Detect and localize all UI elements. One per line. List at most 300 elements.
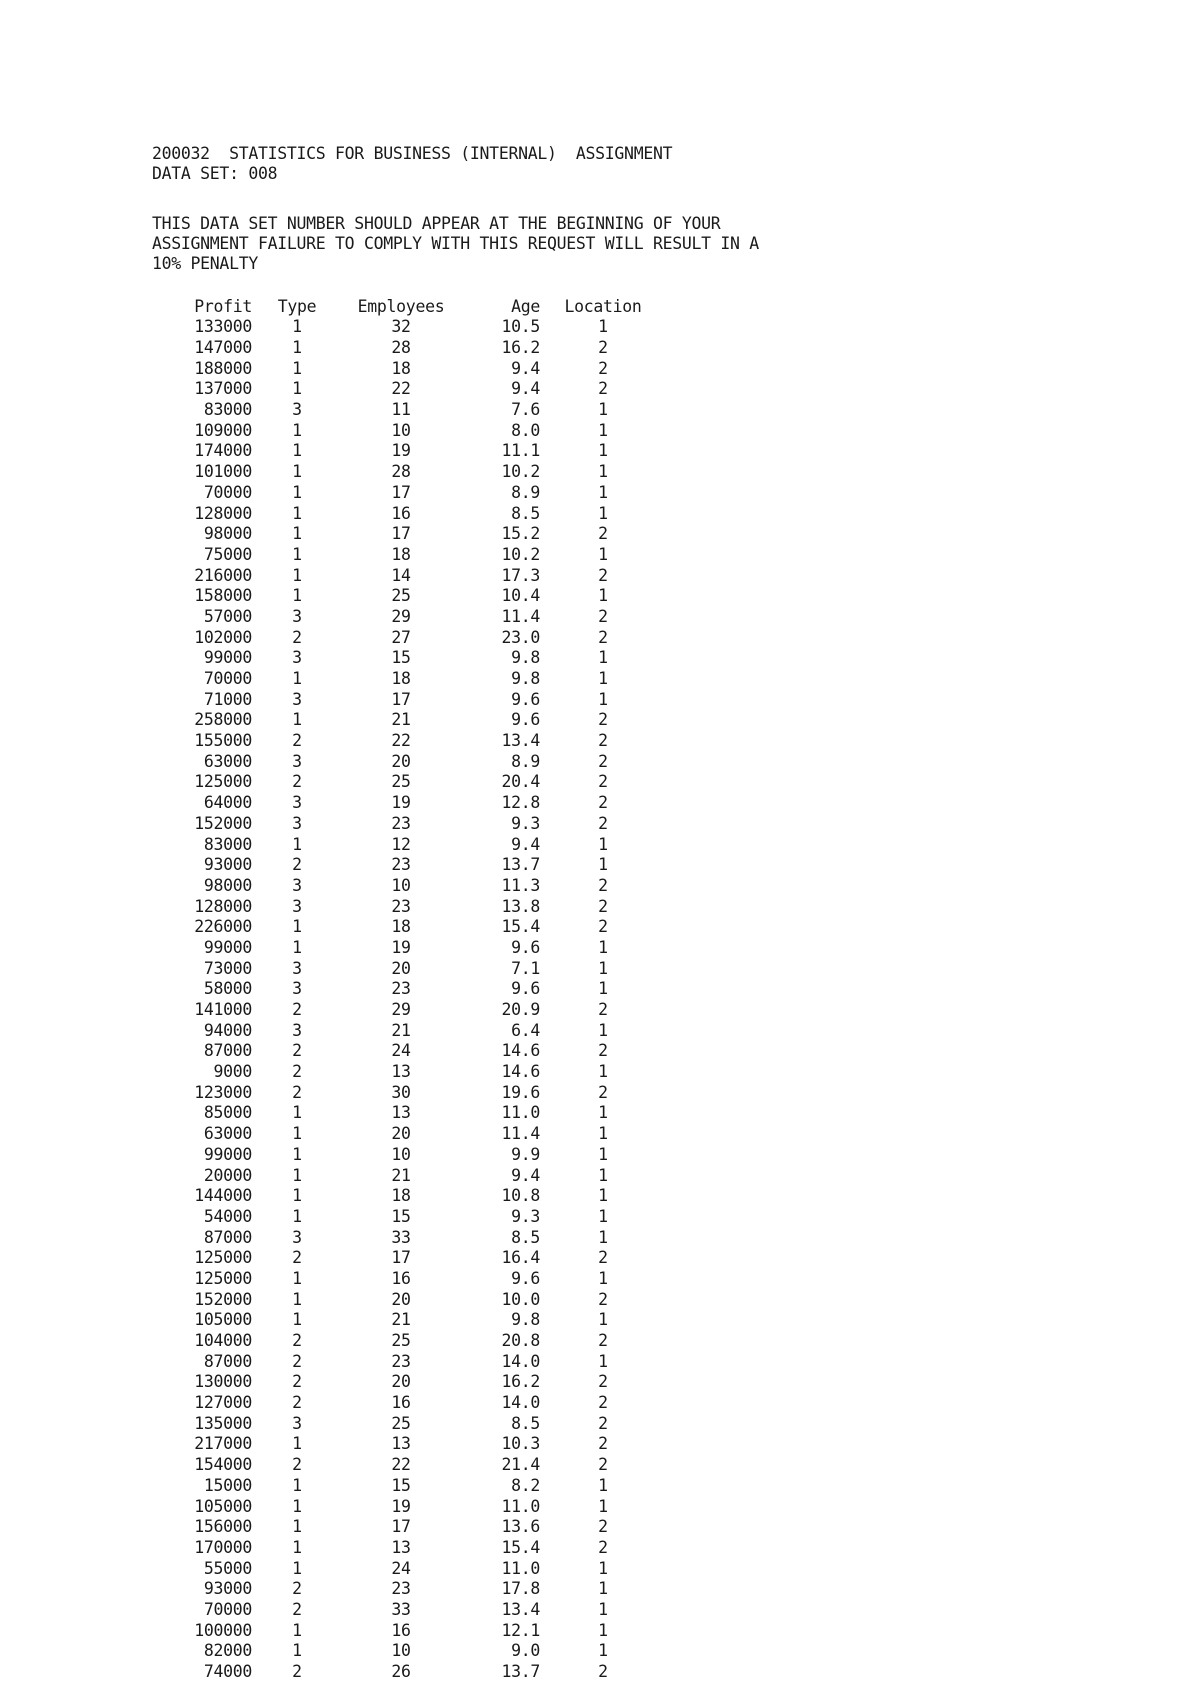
cell-age: 14.6 <box>501 1041 540 1061</box>
data-table <box>152 296 666 1682</box>
cell-type: 3 <box>292 1227 302 1247</box>
table-row <box>152 1186 666 1207</box>
cell-location: 1 <box>598 462 608 482</box>
cell-age: 15.4 <box>501 1537 540 1557</box>
cell-profit: 87000 <box>203 1041 252 1061</box>
cell-location: 1 <box>598 1020 608 1040</box>
cell-type: 1 <box>292 503 302 523</box>
cell-employees: 25 <box>391 772 411 792</box>
cell-age: 14.0 <box>501 1393 540 1413</box>
cell-age: 10.4 <box>501 586 540 606</box>
cell-type: 1 <box>292 1496 302 1516</box>
cell-profit: 152000 <box>194 813 252 833</box>
cell-type: 2 <box>292 1372 302 1392</box>
cell-profit: 70000 <box>203 669 252 689</box>
column-header-type: Type <box>277 296 317 316</box>
cell-employees: 16 <box>391 503 411 523</box>
cell-age: 10.0 <box>501 1289 540 1309</box>
table-row <box>152 669 666 690</box>
cell-location: 2 <box>598 875 608 895</box>
table-row <box>152 1145 666 1166</box>
cell-age: 13.7 <box>501 855 540 875</box>
cell-location: 1 <box>598 1351 608 1371</box>
cell-type: 1 <box>292 1165 302 1185</box>
table-row <box>152 1558 666 1579</box>
cell-employees: 23 <box>391 855 411 875</box>
cell-employees: 33 <box>391 1227 411 1247</box>
cell-profit: 75000 <box>203 544 252 564</box>
cell-type: 3 <box>292 896 302 916</box>
cell-employees: 13 <box>391 1434 411 1454</box>
cell-profit: 105000 <box>194 1310 252 1330</box>
cell-age: 7.1 <box>511 958 540 978</box>
cell-profit: 125000 <box>194 1248 252 1268</box>
cell-type: 3 <box>292 751 302 771</box>
table-row <box>152 876 666 897</box>
cell-employees: 18 <box>391 358 411 378</box>
cell-age: 13.8 <box>501 896 540 916</box>
cell-profit: 158000 <box>194 586 252 606</box>
cell-type: 3 <box>292 813 302 833</box>
cell-age: 15.4 <box>501 917 540 937</box>
cell-location: 2 <box>598 606 608 626</box>
cell-type: 3 <box>292 793 302 813</box>
cell-type: 1 <box>292 917 302 937</box>
cell-employees: 25 <box>391 1331 411 1351</box>
cell-location: 2 <box>598 1248 608 1268</box>
cell-employees: 10 <box>391 420 411 440</box>
cell-employees: 13 <box>391 1537 411 1557</box>
cell-employees: 23 <box>391 896 411 916</box>
column-header-profit: Profit <box>194 296 252 316</box>
cell-profit: 102000 <box>194 627 252 647</box>
cell-location: 1 <box>598 1641 608 1661</box>
cell-employees: 30 <box>391 1082 411 1102</box>
cell-profit: 104000 <box>194 1331 252 1351</box>
cell-employees: 26 <box>391 1662 411 1682</box>
cell-employees: 21 <box>391 1165 411 1185</box>
cell-profit: 152000 <box>194 1289 252 1309</box>
cell-profit: 99000 <box>203 1144 252 1164</box>
table-row <box>152 1310 666 1331</box>
table-row <box>152 751 666 772</box>
cell-profit: 123000 <box>194 1082 252 1102</box>
cell-employees: 14 <box>391 565 411 585</box>
cell-age: 9.6 <box>511 689 540 709</box>
table-row <box>152 1103 666 1124</box>
cell-employees: 18 <box>391 1186 411 1206</box>
cell-profit: 70000 <box>203 1599 252 1619</box>
table-row <box>152 917 666 938</box>
cell-type: 2 <box>292 731 302 751</box>
cell-profit: 83000 <box>203 834 252 854</box>
cell-age: 15.2 <box>501 524 540 544</box>
cell-age: 9.3 <box>511 813 540 833</box>
column-header-location: Location <box>564 296 642 316</box>
cell-employees: 16 <box>391 1268 411 1288</box>
cell-employees: 25 <box>391 586 411 606</box>
cell-profit: 125000 <box>194 1268 252 1288</box>
table-row <box>152 462 666 483</box>
cell-age: 9.8 <box>511 1310 540 1330</box>
cell-location: 1 <box>598 1206 608 1226</box>
cell-employees: 29 <box>391 1000 411 1020</box>
table-row <box>152 1351 666 1372</box>
table-row <box>152 1455 666 1476</box>
table-row <box>152 793 666 814</box>
table-row <box>152 1620 666 1641</box>
cell-location: 1 <box>598 1103 608 1123</box>
table-row <box>152 1227 666 1248</box>
cell-profit: 87000 <box>203 1351 252 1371</box>
cell-type: 3 <box>292 400 302 420</box>
table-row <box>152 1372 666 1393</box>
table-row <box>152 1082 666 1103</box>
cell-employees: 19 <box>391 937 411 957</box>
cell-location: 1 <box>598 1496 608 1516</box>
cell-type: 3 <box>292 1413 302 1433</box>
cell-age: 20.4 <box>501 772 540 792</box>
cell-profit: 71000 <box>203 689 252 709</box>
cell-profit: 74000 <box>203 1662 252 1682</box>
cell-type: 2 <box>292 1248 302 1268</box>
cell-location: 2 <box>598 379 608 399</box>
cell-location: 2 <box>598 1662 608 1682</box>
cell-location: 1 <box>598 1310 608 1330</box>
cell-profit: 127000 <box>194 1393 252 1413</box>
cell-type: 1 <box>292 1517 302 1537</box>
cell-age: 9.4 <box>511 834 540 854</box>
cell-employees: 19 <box>391 1496 411 1516</box>
cell-profit: 63000 <box>203 1124 252 1144</box>
cell-age: 17.8 <box>501 1579 540 1599</box>
table-row <box>152 1641 666 1662</box>
table-body <box>152 317 666 1682</box>
table-row <box>152 441 666 462</box>
table-row <box>152 1476 666 1497</box>
cell-location: 1 <box>598 648 608 668</box>
cell-location: 2 <box>598 627 608 647</box>
cell-profit: 144000 <box>194 1186 252 1206</box>
cell-profit: 83000 <box>203 400 252 420</box>
cell-age: 11.4 <box>501 606 540 626</box>
cell-employees: 15 <box>391 1206 411 1226</box>
cell-profit: 226000 <box>194 917 252 937</box>
cell-employees: 17 <box>391 524 411 544</box>
cell-profit: 130000 <box>194 1372 252 1392</box>
cell-type: 1 <box>292 379 302 399</box>
cell-employees: 11 <box>391 400 411 420</box>
cell-age: 17.3 <box>501 565 540 585</box>
cell-type: 1 <box>292 1103 302 1123</box>
cell-type: 1 <box>292 565 302 585</box>
cell-profit: 258000 <box>194 710 252 730</box>
cell-type: 2 <box>292 1331 302 1351</box>
cell-type: 2 <box>292 772 302 792</box>
cell-type: 3 <box>292 958 302 978</box>
cell-employees: 28 <box>391 338 411 358</box>
cell-employees: 19 <box>391 793 411 813</box>
cell-employees: 32 <box>391 317 411 337</box>
notice-line-2: ASSIGNMENT FAILURE TO COMPLY WITH THIS REQUEST WILL RESULT IN A <box>152 234 759 253</box>
cell-profit: 128000 <box>194 896 252 916</box>
cell-type: 1 <box>292 1558 302 1578</box>
cell-age: 13.4 <box>501 1599 540 1619</box>
cell-type: 1 <box>292 1289 302 1309</box>
cell-location: 1 <box>598 958 608 978</box>
cell-profit: 98000 <box>203 524 252 544</box>
cell-profit: 54000 <box>203 1206 252 1226</box>
cell-age: 8.2 <box>511 1475 540 1495</box>
table-row <box>152 420 666 441</box>
cell-type: 2 <box>292 1393 302 1413</box>
cell-age: 9.6 <box>511 1268 540 1288</box>
cell-profit: 93000 <box>203 855 252 875</box>
cell-type: 1 <box>292 1186 302 1206</box>
cell-location: 2 <box>598 1393 608 1413</box>
cell-type: 1 <box>292 317 302 337</box>
table-row <box>152 545 666 566</box>
cell-location: 2 <box>598 1537 608 1557</box>
cell-profit: 156000 <box>194 1517 252 1537</box>
cell-profit: 99000 <box>203 648 252 668</box>
cell-employees: 22 <box>391 379 411 399</box>
cell-location: 1 <box>598 503 608 523</box>
cell-type: 1 <box>292 1310 302 1330</box>
table-row <box>152 1207 666 1228</box>
cell-location: 1 <box>598 1599 608 1619</box>
cell-employees: 22 <box>391 1455 411 1475</box>
table-row <box>152 503 666 524</box>
cell-employees: 23 <box>391 813 411 833</box>
cell-location: 1 <box>598 1579 608 1599</box>
cell-type: 3 <box>292 606 302 626</box>
cell-type: 1 <box>292 338 302 358</box>
table-row <box>152 1020 666 1041</box>
cell-profit: 141000 <box>194 1000 252 1020</box>
cell-type: 1 <box>292 544 302 564</box>
cell-age: 11.4 <box>501 1124 540 1144</box>
cell-employees: 20 <box>391 1289 411 1309</box>
cell-employees: 20 <box>391 958 411 978</box>
cell-employees: 33 <box>391 1599 411 1619</box>
cell-employees: 12 <box>391 834 411 854</box>
cell-location: 1 <box>598 834 608 854</box>
cell-type: 1 <box>292 1537 302 1557</box>
cell-location: 1 <box>598 979 608 999</box>
cell-location: 1 <box>598 1475 608 1495</box>
cell-age: 12.1 <box>501 1620 540 1640</box>
document-title: 200032 STATISTICS FOR BUSINESS (INTERNAL) ASSIGNMENT <box>152 144 673 163</box>
table-row <box>152 1600 666 1621</box>
cell-employees: 17 <box>391 482 411 502</box>
cell-profit: 154000 <box>194 1455 252 1475</box>
table-row <box>152 1041 666 1062</box>
cell-age: 10.5 <box>501 317 540 337</box>
table-row <box>152 710 666 731</box>
cell-profit: 188000 <box>194 358 252 378</box>
cell-profit: 109000 <box>194 420 252 440</box>
cell-age: 9.4 <box>511 379 540 399</box>
cell-age: 9.6 <box>511 710 540 730</box>
cell-profit: 99000 <box>203 937 252 957</box>
cell-location: 1 <box>598 1227 608 1247</box>
column-header-employees: Employees <box>357 296 445 316</box>
cell-employees: 18 <box>391 544 411 564</box>
cell-location: 2 <box>598 710 608 730</box>
table-row <box>152 731 666 752</box>
cell-profit: 70000 <box>203 482 252 502</box>
cell-location: 1 <box>598 669 608 689</box>
table-row <box>152 483 666 504</box>
table-header-row <box>152 296 666 317</box>
cell-type: 1 <box>292 710 302 730</box>
cell-location: 1 <box>598 400 608 420</box>
cell-location: 2 <box>598 1372 608 1392</box>
table-row <box>152 379 666 400</box>
cell-age: 9.9 <box>511 1144 540 1164</box>
cell-type: 2 <box>292 1599 302 1619</box>
table-row <box>152 1393 666 1414</box>
cell-profit: 64000 <box>203 793 252 813</box>
cell-profit: 137000 <box>194 379 252 399</box>
cell-age: 11.0 <box>501 1103 540 1123</box>
table-row <box>152 896 666 917</box>
table-row <box>152 627 666 648</box>
cell-age: 16.2 <box>501 1372 540 1392</box>
table-row <box>152 1579 666 1600</box>
cell-type: 1 <box>292 1268 302 1288</box>
cell-age: 8.5 <box>511 1227 540 1247</box>
table-row <box>152 1269 666 1290</box>
cell-employees: 23 <box>391 979 411 999</box>
cell-age: 14.0 <box>501 1351 540 1371</box>
table-row <box>152 1413 666 1434</box>
table-row <box>152 1538 666 1559</box>
cell-type: 1 <box>292 1144 302 1164</box>
cell-employees: 23 <box>391 1351 411 1371</box>
cell-type: 1 <box>292 669 302 689</box>
table-row <box>152 565 666 586</box>
cell-type: 3 <box>292 689 302 709</box>
cell-type: 3 <box>292 1020 302 1040</box>
cell-type: 2 <box>292 855 302 875</box>
cell-location: 2 <box>598 896 608 916</box>
cell-age: 8.5 <box>511 1413 540 1433</box>
cell-age: 11.3 <box>501 875 540 895</box>
cell-age: 9.8 <box>511 648 540 668</box>
cell-employees: 10 <box>391 1144 411 1164</box>
table-row <box>152 1289 666 1310</box>
cell-location: 1 <box>598 544 608 564</box>
column-header-age: Age <box>511 296 540 316</box>
cell-profit: 174000 <box>194 441 252 461</box>
cell-location: 1 <box>598 441 608 461</box>
cell-location: 2 <box>598 731 608 751</box>
cell-employees: 23 <box>391 1579 411 1599</box>
cell-profit: 216000 <box>194 565 252 585</box>
cell-location: 2 <box>598 1289 608 1309</box>
cell-type: 3 <box>292 875 302 895</box>
cell-profit: 125000 <box>194 772 252 792</box>
cell-age: 9.4 <box>511 358 540 378</box>
cell-age: 11.0 <box>501 1558 540 1578</box>
cell-age: 10.2 <box>501 544 540 564</box>
cell-location: 2 <box>598 1041 608 1061</box>
cell-employees: 25 <box>391 1413 411 1433</box>
cell-employees: 24 <box>391 1041 411 1061</box>
cell-employees: 19 <box>391 441 411 461</box>
cell-profit: 100000 <box>194 1620 252 1640</box>
cell-type: 1 <box>292 834 302 854</box>
cell-location: 2 <box>598 917 608 937</box>
cell-location: 1 <box>598 689 608 709</box>
cell-location: 2 <box>598 1517 608 1537</box>
cell-employees: 21 <box>391 1020 411 1040</box>
table-row <box>152 979 666 1000</box>
cell-type: 1 <box>292 482 302 502</box>
cell-location: 2 <box>598 358 608 378</box>
cell-location: 1 <box>598 1062 608 1082</box>
cell-location: 1 <box>598 1186 608 1206</box>
cell-age: 19.6 <box>501 1082 540 1102</box>
cell-age: 9.3 <box>511 1206 540 1226</box>
table-row <box>152 1434 666 1455</box>
cell-profit: 55000 <box>203 1558 252 1578</box>
cell-age: 13.4 <box>501 731 540 751</box>
cell-age: 6.4 <box>511 1020 540 1040</box>
cell-age: 13.6 <box>501 1517 540 1537</box>
cell-profit: 63000 <box>203 751 252 771</box>
table-row <box>152 689 666 710</box>
cell-location: 2 <box>598 1455 608 1475</box>
cell-location: 2 <box>598 1000 608 1020</box>
cell-age: 11.0 <box>501 1496 540 1516</box>
notice-line-3: 10% PENALTY <box>152 254 258 273</box>
table-row <box>152 338 666 359</box>
cell-type: 2 <box>292 1000 302 1020</box>
cell-location: 1 <box>598 937 608 957</box>
cell-employees: 13 <box>391 1062 411 1082</box>
penalty-notice <box>152 214 759 274</box>
cell-type: 2 <box>292 1062 302 1082</box>
cell-location: 1 <box>598 1620 608 1640</box>
notice-line-1: THIS DATA SET NUMBER SHOULD APPEAR AT THE BEGINNING OF YOUR <box>152 214 721 233</box>
cell-type: 2 <box>292 1662 302 1682</box>
cell-employees: 20 <box>391 751 411 771</box>
cell-type: 1 <box>292 420 302 440</box>
table-row <box>152 1165 666 1186</box>
cell-location: 1 <box>598 586 608 606</box>
cell-profit: 58000 <box>203 979 252 999</box>
table-row <box>152 1248 666 1269</box>
table-row <box>152 1496 666 1517</box>
cell-profit: 105000 <box>194 1496 252 1516</box>
cell-profit: 87000 <box>203 1227 252 1247</box>
cell-age: 8.0 <box>511 420 540 440</box>
cell-age: 9.6 <box>511 937 540 957</box>
cell-location: 1 <box>598 420 608 440</box>
table-row <box>152 607 666 628</box>
cell-location: 2 <box>598 1434 608 1454</box>
cell-type: 1 <box>292 358 302 378</box>
cell-type: 1 <box>292 1206 302 1226</box>
table-row <box>152 317 666 338</box>
cell-profit: 217000 <box>194 1434 252 1454</box>
cell-type: 2 <box>292 1082 302 1102</box>
table-row <box>152 1062 666 1083</box>
cell-type: 1 <box>292 441 302 461</box>
